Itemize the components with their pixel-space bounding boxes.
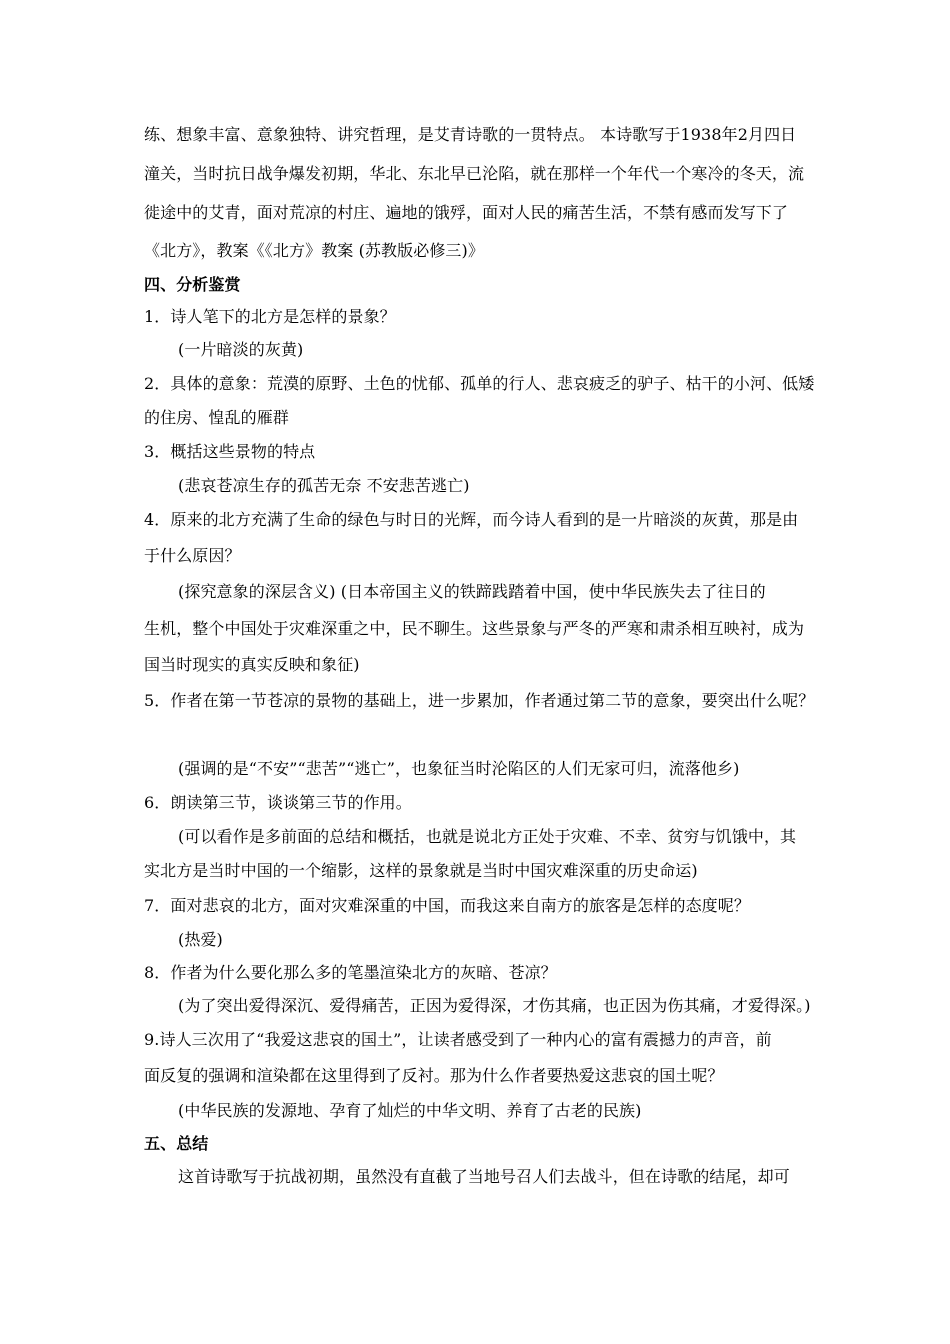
paragraph-line: 徙途中的艾青，面对荒凉的村庄、遍地的饿殍，面对人民的痛苦生活，不禁有感而发写下了 xyxy=(144,203,789,222)
paragraph-line: 《北方》，教案《《北方》教案 (苏教版必修三)》 xyxy=(144,241,484,260)
question-line: 5．作者在第一节苍凉的景物的基础上，进一步累加，作者通过第二节的意象，要突出什么呢？ xyxy=(144,691,815,710)
question-line: 2．具体的意象：荒漠的原野、土色的忧郁、孤单的行人、悲哀疲乏的驴子、枯干的小河、低矮 xyxy=(144,374,815,393)
question-line: 1．诗人笔下的北方是怎样的景象？ xyxy=(144,307,396,326)
answer-line: (强调的是“不安”“悲苦”“逃亡”，也象征当时沦陷区的人们无家可归，流落他乡) xyxy=(178,759,740,778)
answer-line: 生机，整个中国处于灾难深重之中，民不聊生。这些景象与严冬的严寒和肃杀相互映衬，成为 xyxy=(144,619,805,638)
answer-line: 国当时现实的真实反映和象征) xyxy=(144,655,360,674)
question-line: 6．朗读第三节，谈谈第三节的作用。 xyxy=(144,793,412,812)
answer-line: (一片暗淡的灰黄) xyxy=(178,340,304,359)
question-line: 7．面对悲哀的北方，面对灾难深重的中国，而我这来自南方的旅客是怎样的态度呢？ xyxy=(144,896,750,915)
answer-line: (可以看作是多前面的总结和概括，也就是说北方正处于灾难、不幸、贫穷与饥饿中，其 xyxy=(178,827,797,846)
paragraph-line: 潼关，当时抗日战争爆发初期，华北、东北早已沦陷，就在那样一个年代一个寒冷的冬天，流 xyxy=(144,164,805,183)
question-line: 8．作者为什么要化那么多的笔墨渲染北方的灰暗、苍凉？ xyxy=(144,963,557,982)
answer-line: 实北方是当时中国的一个缩影，这样的景象就是当时中国灾难深重的历史命运) xyxy=(144,861,698,880)
section-heading-summary: 五、总结 xyxy=(144,1134,209,1153)
question-line: 于什么原因？ xyxy=(144,546,241,565)
question-line: 面反复的强调和渲染都在这里得到了反衬。那为什么作者要热爱这悲哀的国土呢？ xyxy=(144,1066,724,1085)
answer-line: (悲哀苍凉生存的孤苦无奈 不安悲苦逃亡) xyxy=(178,476,470,495)
question-line: 的住房、惶乱的雁群 xyxy=(144,408,289,427)
question-line: 4．原来的北方充满了生命的绿色与时日的光辉，而今诗人看到的是一片暗淡的灰黄，那是由 xyxy=(144,510,799,529)
answer-line: (为了突出爱得深沉、爱得痛苦，正因为爱得深，才伤其痛，也正因为伤其痛，才爱得深。) xyxy=(178,996,811,1015)
answer-line: (中华民族的发源地、孕育了灿烂的中华文明、养育了古老的民族) xyxy=(178,1101,642,1120)
answer-line: (热爱) xyxy=(178,930,223,949)
answer-line: (探究意象的深层含义) (日本帝国主义的铁蹄践踏着中国，使中华民族失去了往日的 xyxy=(178,582,766,601)
summary-line: 这首诗歌写于抗战初期，虽然没有直截了当地号召人们去战斗，但在诗歌的结尾，却可 xyxy=(178,1167,790,1186)
section-heading-analysis: 四、分析鉴赏 xyxy=(144,275,241,294)
question-line: 3．概括这些景物的特点 xyxy=(144,442,316,461)
paragraph-line: 练、想象丰富、意象独特、讲究哲理，是艾青诗歌的一贯特点。 本诗歌写于1938年2月四日 xyxy=(144,125,797,144)
question-line: 9.诗人三次用了“我爱这悲哀的国土”，让读者感受到了一种内心的富有震撼力的声音，前 xyxy=(144,1030,772,1049)
